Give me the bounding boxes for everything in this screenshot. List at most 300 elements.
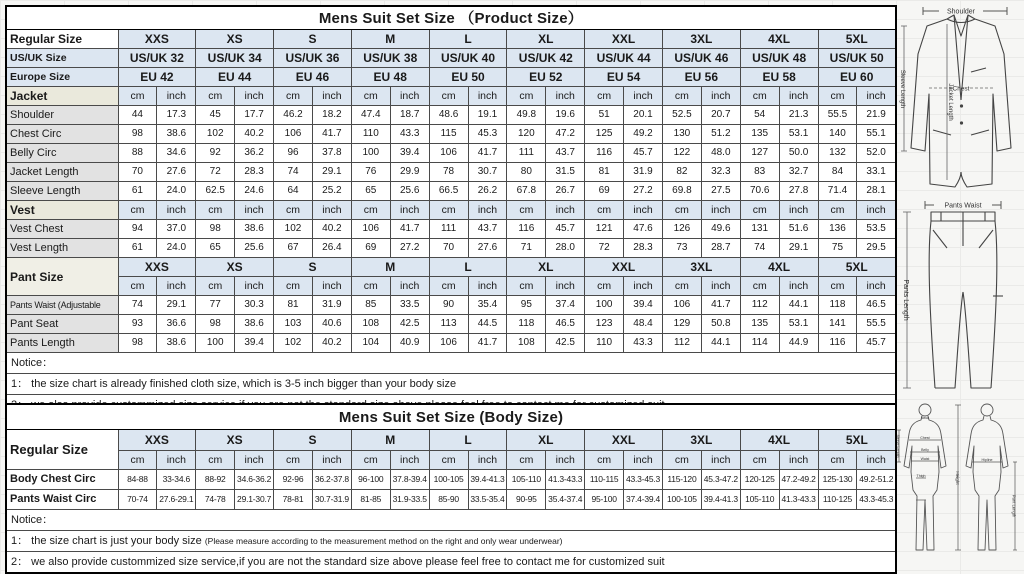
inch-value: 33.5-35.4 xyxy=(468,490,507,510)
inch-value: 48.0 xyxy=(701,144,740,163)
size-header: EU 42 xyxy=(118,68,196,87)
cm-value: 70-74 xyxy=(118,490,157,510)
unit-inch-header: inch xyxy=(312,201,351,220)
inch-value: 41.7 xyxy=(390,220,429,239)
inch-value: 29.1 xyxy=(157,296,196,315)
inch-value: 28.3 xyxy=(235,163,274,182)
inch-value: 36.2 xyxy=(235,144,274,163)
cm-value: 76 xyxy=(351,163,390,182)
inch-value: 37.4 xyxy=(546,296,585,315)
unit-inch-header: inch xyxy=(624,87,663,106)
unit-cm-header: cm xyxy=(196,87,235,106)
unit-inch-header: inch xyxy=(157,277,196,296)
cm-value: 103 xyxy=(274,315,313,334)
inch-value: 31.9 xyxy=(624,163,663,182)
size-header: XXS xyxy=(118,430,196,451)
inch-value: 41.7 xyxy=(468,334,507,353)
inch-value: 36.2-37.8 xyxy=(312,470,351,490)
cm-value: 84-88 xyxy=(118,470,157,490)
body-waist-label: Waist xyxy=(920,456,930,461)
inch-value: 51.2 xyxy=(701,125,740,144)
inch-value: 25.6 xyxy=(235,239,274,258)
inch-value: 45.7 xyxy=(624,144,663,163)
inch-value: 47.6 xyxy=(624,220,663,239)
sleeve-length-label: Sleeve Length xyxy=(899,69,905,109)
cm-value: 92-96 xyxy=(274,470,313,490)
body-neck-label: Neck xyxy=(920,416,930,421)
size-header: L xyxy=(429,30,507,49)
row-label: Sleeve Length xyxy=(6,182,118,201)
row-label: Pants Waist Circ xyxy=(6,490,118,510)
inch-value: 40.6 xyxy=(312,315,351,334)
unit-inch-header: inch xyxy=(701,451,740,470)
size-header: EU 50 xyxy=(429,68,507,87)
inch-value: 39.4-41.3 xyxy=(701,490,740,510)
cm-value: 65 xyxy=(351,182,390,201)
inch-value: 28.7 xyxy=(701,239,740,258)
inch-value: 50.8 xyxy=(701,315,740,334)
inch-value: 28.3 xyxy=(624,239,663,258)
unit-cm-header: cm xyxy=(818,201,857,220)
inch-value: 29.1 xyxy=(779,239,818,258)
inch-value: 34.6 xyxy=(157,144,196,163)
cm-value: 100 xyxy=(351,144,390,163)
cm-value: 127 xyxy=(740,144,779,163)
cm-value: 72 xyxy=(196,163,235,182)
header-row-label: Regular Size xyxy=(6,430,118,470)
size-header: 3XL xyxy=(662,258,740,277)
product-size-table xyxy=(5,5,897,417)
inch-value: 53.1 xyxy=(779,315,818,334)
unit-inch-header: inch xyxy=(312,87,351,106)
inch-value: 41.3-43.3 xyxy=(779,490,818,510)
cm-value: 49.8 xyxy=(507,106,546,125)
inch-value: 49.6 xyxy=(701,220,740,239)
cm-value: 95-100 xyxy=(585,490,624,510)
unit-cm-header: cm xyxy=(429,201,468,220)
size-header: EU 60 xyxy=(818,68,896,87)
cm-value: 94 xyxy=(118,220,157,239)
size-header: 5XL xyxy=(818,430,896,451)
cm-value: 129 xyxy=(662,315,701,334)
inch-value: 44.1 xyxy=(701,334,740,353)
unit-cm-header: cm xyxy=(662,451,701,470)
inch-value: 55.5 xyxy=(857,315,896,334)
cm-value: 115-120 xyxy=(662,470,701,490)
unit-inch-header: inch xyxy=(157,451,196,470)
inch-value: 33.1 xyxy=(857,163,896,182)
cm-value: 69.8 xyxy=(662,182,701,201)
cm-value: 70 xyxy=(118,163,157,182)
unit-inch-header: inch xyxy=(624,277,663,296)
inch-value: 33-34.6 xyxy=(157,470,196,490)
inch-value: 43.3 xyxy=(624,334,663,353)
inch-value: 35.4-37.4 xyxy=(546,490,585,510)
inch-value: 24.0 xyxy=(157,239,196,258)
inch-value: 20.7 xyxy=(701,106,740,125)
cm-value: 106 xyxy=(429,144,468,163)
cm-value: 116 xyxy=(507,220,546,239)
inch-value: 20.1 xyxy=(624,106,663,125)
unit-inch-header: inch xyxy=(857,87,896,106)
inch-value: 40.2 xyxy=(235,125,274,144)
row-label: Body Chest Circ xyxy=(6,470,118,490)
header-row-label: Europe Size xyxy=(6,68,118,87)
inch-value: 28.0 xyxy=(546,239,585,258)
size-header: US/UK 50 xyxy=(818,49,896,68)
cm-value: 70 xyxy=(429,239,468,258)
cm-value: 98 xyxy=(118,334,157,353)
unit-cm-header: cm xyxy=(818,451,857,470)
header-row-label: US/UK Size xyxy=(6,49,118,68)
inch-value: 38.6 xyxy=(235,315,274,334)
unit-inch-header: inch xyxy=(390,277,429,296)
inch-value: 49.2 xyxy=(624,125,663,144)
inch-value: 25.6 xyxy=(390,182,429,201)
cm-value: 106 xyxy=(429,334,468,353)
cm-value: 111 xyxy=(429,220,468,239)
unit-cm-header: cm xyxy=(740,277,779,296)
size-header: EU 52 xyxy=(507,68,585,87)
row-label: Pant Seat xyxy=(6,315,118,334)
cm-value: 83 xyxy=(740,163,779,182)
cm-value: 106 xyxy=(274,125,313,144)
inch-value: 43.7 xyxy=(546,144,585,163)
header-row-label: Regular Size xyxy=(6,30,118,49)
unit-cm-header: cm xyxy=(196,277,235,296)
unit-inch-header: inch xyxy=(468,87,507,106)
inch-value: 42.5 xyxy=(390,315,429,334)
section-label: Jacket xyxy=(6,87,118,106)
inch-value: 29.1 xyxy=(312,163,351,182)
body-chest-label: Chest xyxy=(920,435,930,440)
size-header: XL xyxy=(507,258,585,277)
inch-value: 27.6 xyxy=(468,239,507,258)
inch-value: 39.4 xyxy=(235,334,274,353)
unit-inch-header: inch xyxy=(857,201,896,220)
inch-value: 32.7 xyxy=(779,163,818,182)
unit-cm-header: cm xyxy=(662,87,701,106)
cm-value: 100-105 xyxy=(429,470,468,490)
cm-value: 75 xyxy=(818,239,857,258)
unit-inch-header: inch xyxy=(468,201,507,220)
cm-value: 108 xyxy=(507,334,546,353)
unit-inch-header: inch xyxy=(546,277,585,296)
section-label: Pant Size xyxy=(6,258,118,296)
inch-value: 38.6 xyxy=(157,125,196,144)
cm-value: 73 xyxy=(662,239,701,258)
unit-cm-header: cm xyxy=(351,451,390,470)
unit-inch-header: inch xyxy=(312,277,351,296)
unit-cm-header: cm xyxy=(507,87,546,106)
section-label: Vest xyxy=(6,201,118,220)
inch-value: 46.5 xyxy=(857,296,896,315)
unit-cm-header: cm xyxy=(429,451,468,470)
size-header: US/UK 36 xyxy=(274,49,352,68)
size-header: 4XL xyxy=(740,430,818,451)
cm-value: 105-110 xyxy=(507,470,546,490)
inch-value: 55.1 xyxy=(857,125,896,144)
unit-inch-header: inch xyxy=(390,451,429,470)
cm-value: 65 xyxy=(196,239,235,258)
size-header: L xyxy=(429,430,507,451)
inch-value: 27.2 xyxy=(624,182,663,201)
inch-value: 52.0 xyxy=(857,144,896,163)
inch-value: 43.3-45.3 xyxy=(857,490,896,510)
body-height-label: Height xyxy=(955,471,960,485)
unit-inch-header: inch xyxy=(624,451,663,470)
inch-value: 19.6 xyxy=(546,106,585,125)
cm-value: 126 xyxy=(662,220,701,239)
inch-value: 25.2 xyxy=(312,182,351,201)
pants-measurement-diagram xyxy=(897,196,1021,396)
size-header: US/UK 44 xyxy=(585,49,663,68)
inch-value: 17.7 xyxy=(235,106,274,125)
product-table-title: Mens Suit Set Size （Product Size） xyxy=(6,6,896,30)
unit-cm-header: cm xyxy=(196,451,235,470)
cm-value: 104 xyxy=(351,334,390,353)
inch-value: 49.2-51.2 xyxy=(857,470,896,490)
cm-value: 131 xyxy=(740,220,779,239)
unit-inch-header: inch xyxy=(779,277,818,296)
unit-inch-header: inch xyxy=(779,451,818,470)
size-header: EU 46 xyxy=(274,68,352,87)
cm-value: 118 xyxy=(818,296,857,315)
inch-value: 44.9 xyxy=(779,334,818,353)
cm-value: 102 xyxy=(274,220,313,239)
inch-value: 45.7 xyxy=(546,220,585,239)
inch-value: 38.6 xyxy=(235,220,274,239)
size-header: XXL xyxy=(585,258,663,277)
row-label: Vest Chest xyxy=(6,220,118,239)
cm-value: 61 xyxy=(118,239,157,258)
cm-value: 98 xyxy=(196,315,235,334)
size-header: US/UK 48 xyxy=(740,49,818,68)
cm-value: 74-78 xyxy=(196,490,235,510)
cm-value: 116 xyxy=(585,144,624,163)
inch-value: 39.4 xyxy=(624,296,663,315)
row-label: Pants Length xyxy=(6,334,118,353)
unit-cm-header: cm xyxy=(118,451,157,470)
unit-cm-header: cm xyxy=(274,277,313,296)
size-header: US/UK 32 xyxy=(118,49,196,68)
cm-value: 71 xyxy=(507,239,546,258)
size-header: US/UK 34 xyxy=(196,49,274,68)
unit-inch-header: inch xyxy=(546,451,585,470)
cm-value: 82 xyxy=(662,163,701,182)
inch-value: 26.2 xyxy=(468,182,507,201)
size-header: EU 58 xyxy=(740,68,818,87)
cm-value: 52.5 xyxy=(662,106,701,125)
inch-value: 40.2 xyxy=(312,334,351,353)
inch-value: 45.3-47.2 xyxy=(701,470,740,490)
body-sleeve-length-label: Sleeve Length xyxy=(896,434,900,458)
cm-value: 136 xyxy=(818,220,857,239)
inch-value: 29.5 xyxy=(857,239,896,258)
unit-inch-header: inch xyxy=(157,201,196,220)
cm-value: 48.6 xyxy=(429,106,468,125)
cm-value: 100 xyxy=(585,296,624,315)
cm-value: 93 xyxy=(118,315,157,334)
cm-value: 120-125 xyxy=(740,470,779,490)
unit-cm-header: cm xyxy=(274,87,313,106)
unit-cm-header: cm xyxy=(740,87,779,106)
cm-value: 102 xyxy=(196,125,235,144)
cm-value: 67.8 xyxy=(507,182,546,201)
inch-value: 30.7-31.9 xyxy=(312,490,351,510)
cm-value: 132 xyxy=(818,144,857,163)
cm-value: 96 xyxy=(274,144,313,163)
body-table-title: Mens Suit Set Size (Body Size) xyxy=(6,404,896,430)
cm-value: 51 xyxy=(585,106,624,125)
unit-cm-header: cm xyxy=(818,87,857,106)
size-header: S xyxy=(274,430,352,451)
unit-inch-header: inch xyxy=(235,87,274,106)
cm-value: 100 xyxy=(196,334,235,353)
body-size-table xyxy=(5,403,897,574)
pants-length-label: Pants Length xyxy=(902,279,909,321)
body-measurement-diagram xyxy=(895,400,1021,555)
cm-value: 112 xyxy=(662,334,701,353)
cm-value: 120 xyxy=(507,125,546,144)
unit-inch-header: inch xyxy=(157,87,196,106)
inch-value: 29.9 xyxy=(390,163,429,182)
inch-value: 48.4 xyxy=(624,315,663,334)
inch-value: 47.2 xyxy=(546,125,585,144)
cm-value: 74 xyxy=(118,296,157,315)
unit-cm-header: cm xyxy=(740,451,779,470)
cm-value: 106 xyxy=(662,296,701,315)
cm-value: 85 xyxy=(351,296,390,315)
inch-value: 27.8 xyxy=(779,182,818,201)
inch-value: 21.9 xyxy=(857,106,896,125)
row-label: Jacket Length xyxy=(6,163,118,182)
inch-value: 17.3 xyxy=(157,106,196,125)
cm-value: 98 xyxy=(118,125,157,144)
inch-value: 18.7 xyxy=(390,106,429,125)
size-header: US/UK 38 xyxy=(351,49,429,68)
cm-value: 92 xyxy=(196,144,235,163)
cm-value: 45 xyxy=(196,106,235,125)
cm-value: 44 xyxy=(118,106,157,125)
cm-value: 55.5 xyxy=(818,106,857,125)
inch-value: 38.6 xyxy=(157,334,196,353)
cm-value: 108 xyxy=(351,315,390,334)
unit-cm-header: cm xyxy=(662,201,701,220)
inch-value: 40.2 xyxy=(312,220,351,239)
size-header: L xyxy=(429,258,507,277)
unit-cm-header: cm xyxy=(274,451,313,470)
cm-value: 122 xyxy=(662,144,701,163)
size-header: EU 44 xyxy=(196,68,274,87)
inch-value: 26.7 xyxy=(546,182,585,201)
size-header: XXS xyxy=(118,258,196,277)
inch-value: 30.3 xyxy=(235,296,274,315)
cm-value: 135 xyxy=(740,315,779,334)
unit-cm-header: cm xyxy=(429,277,468,296)
cm-value: 70.6 xyxy=(740,182,779,201)
size-header: XS xyxy=(196,258,274,277)
cm-value: 81 xyxy=(585,163,624,182)
inch-value: 44.5 xyxy=(468,315,507,334)
size-header: XL xyxy=(507,430,585,451)
cm-value: 90 xyxy=(429,296,468,315)
unit-cm-header: cm xyxy=(351,277,390,296)
cm-value: 98 xyxy=(196,220,235,239)
pants-waist-label: Pants Waist xyxy=(944,202,982,210)
notice-parenthetical: (Please measure according to the measurement method on the right and only wear underwear) xyxy=(204,535,563,546)
inch-value: 31.9 xyxy=(312,296,351,315)
body-pant-length-label: Pant Length xyxy=(1011,494,1017,518)
unit-cm-header: cm xyxy=(507,277,546,296)
cm-value: 54 xyxy=(740,106,779,125)
size-header: M xyxy=(351,430,429,451)
unit-cm-header: cm xyxy=(118,277,157,296)
cm-value: 62.5 xyxy=(196,182,235,201)
cm-value: 106 xyxy=(351,220,390,239)
inch-value: 29.1-30.7 xyxy=(235,490,274,510)
unit-cm-header: cm xyxy=(118,87,157,106)
size-header: 4XL xyxy=(740,258,818,277)
notice-line: 1： the size chart is already finished cloth size, which is 3-5 inch bigger than your body size xyxy=(6,374,896,395)
unit-cm-header: cm xyxy=(351,201,390,220)
cm-value: 115 xyxy=(429,125,468,144)
jacket-shoulder-label: Shoulder xyxy=(946,8,976,16)
cm-value: 110-125 xyxy=(818,490,857,510)
cm-value: 125 xyxy=(585,125,624,144)
size-header: EU 48 xyxy=(351,68,429,87)
size-header: XS xyxy=(196,30,274,49)
cm-value: 67 xyxy=(274,239,313,258)
inch-value: 19.1 xyxy=(468,106,507,125)
cm-value: 66.5 xyxy=(429,182,468,201)
cm-value: 78-81 xyxy=(274,490,313,510)
unit-inch-header: inch xyxy=(546,201,585,220)
unit-cm-header: cm xyxy=(585,277,624,296)
unit-inch-header: inch xyxy=(779,87,818,106)
unit-inch-header: inch xyxy=(390,87,429,106)
cm-value: 110 xyxy=(351,125,390,144)
inch-value: 36.6 xyxy=(157,315,196,334)
unit-inch-header: inch xyxy=(701,201,740,220)
inch-value: 31.5 xyxy=(546,163,585,182)
inch-value: 27.6 xyxy=(157,163,196,182)
cm-value: 135 xyxy=(740,125,779,144)
cm-value: 46.2 xyxy=(274,106,313,125)
unit-cm-header: cm xyxy=(662,277,701,296)
unit-inch-header: inch xyxy=(235,451,274,470)
cm-value: 100-105 xyxy=(662,490,701,510)
inch-value: 41.3-43.3 xyxy=(546,470,585,490)
unit-inch-header: inch xyxy=(857,277,896,296)
cm-value: 88-92 xyxy=(196,470,235,490)
cm-value: 71.4 xyxy=(818,182,857,201)
cm-value: 121 xyxy=(585,220,624,239)
unit-inch-header: inch xyxy=(235,201,274,220)
cm-value: 95 xyxy=(507,296,546,315)
inch-value: 18.2 xyxy=(312,106,351,125)
size-header: XL xyxy=(507,30,585,49)
inch-value: 41.7 xyxy=(468,144,507,163)
inch-value: 44.1 xyxy=(779,296,818,315)
inch-value: 53.1 xyxy=(779,125,818,144)
unit-inch-header: inch xyxy=(624,201,663,220)
row-label: Belly Circ xyxy=(6,144,118,163)
inch-value: 27.2 xyxy=(390,239,429,258)
inch-value: 30.7 xyxy=(468,163,507,182)
cm-value: 81 xyxy=(274,296,313,315)
notice-line: Notice： xyxy=(6,510,896,531)
